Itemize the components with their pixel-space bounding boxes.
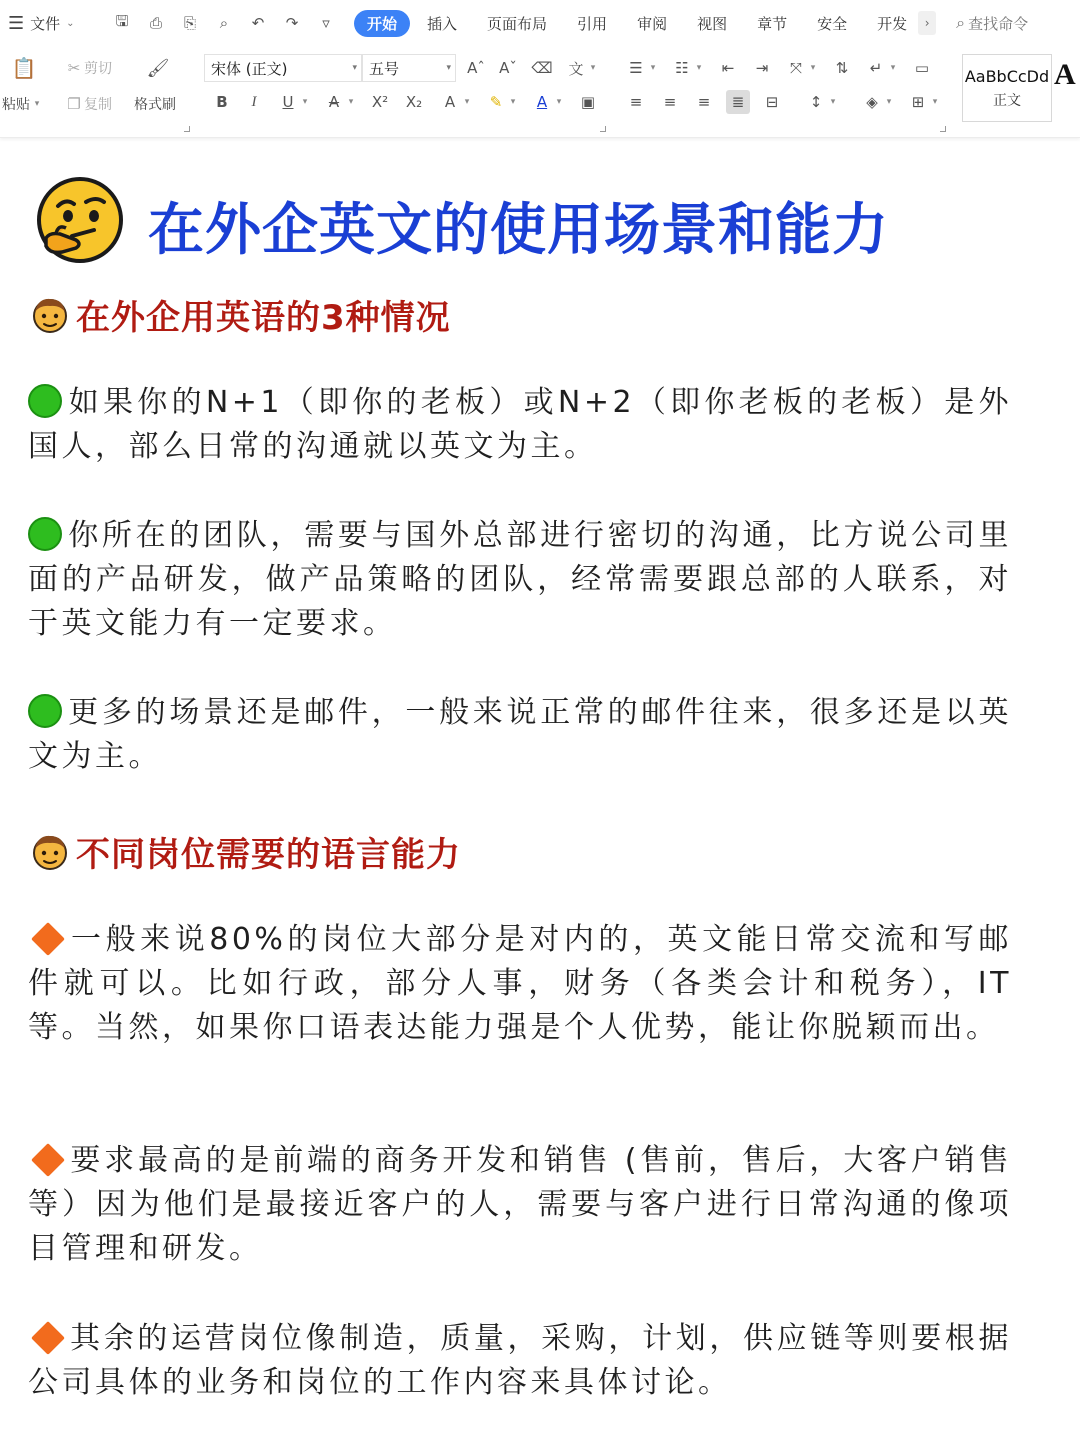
shading-icon[interactable]: ◈ ▾ — [866, 93, 892, 111]
paste-icon[interactable]: 📋 — [11, 56, 37, 80]
style-heading-preview[interactable]: A — [1054, 58, 1076, 91]
tab-developer[interactable]: 开发 — [877, 14, 908, 33]
chevron-down-icon: ⌄ — [66, 17, 75, 29]
align-right-icon[interactable]: ≡ — [697, 93, 711, 111]
document-page — [0, 140, 1080, 1440]
orange-diamond-icon — [31, 922, 65, 956]
highlight-icon[interactable]: ✎ ▾ — [489, 93, 516, 111]
find-command-label: 查找命令 — [968, 14, 1029, 33]
style-sample: AaBbCcDd — [964, 66, 1050, 86]
print-icon[interactable]: ⎘ — [183, 14, 196, 32]
page-title: 在外企英文的使用场景和能力 — [148, 198, 889, 263]
search-icon: ⌕ — [956, 13, 966, 32]
font-size-value: 五号 — [369, 59, 400, 78]
superscript-icon[interactable]: X² — [371, 93, 389, 111]
orange-diamond-icon — [31, 1143, 65, 1177]
style-name: 正文 — [993, 92, 1021, 109]
increase-indent-icon[interactable]: ⇥ — [755, 59, 769, 77]
chevron-down-icon: ▾ — [34, 99, 40, 109]
save-icon[interactable]: 🖫 — [115, 11, 129, 30]
paragraph-group-launcher[interactable] — [940, 126, 946, 132]
menu-bar — [0, 0, 1080, 46]
tab-review[interactable]: 审阅 — [637, 14, 668, 33]
grow-font-icon[interactable]: Aˆ — [467, 59, 485, 77]
align-left-icon[interactable]: ≡ — [629, 93, 643, 111]
bold-icon[interactable]: B — [216, 93, 228, 111]
print-preview-icon[interactable]: ⌕ — [219, 14, 229, 32]
file-menu-label: 文件 — [30, 14, 61, 33]
orange-diamond-icon — [31, 1321, 65, 1355]
character-border-icon[interactable]: ▣ — [580, 93, 596, 111]
show-marks-icon[interactable]: ↵ ▾ — [869, 59, 896, 77]
find-command-search[interactable] — [956, 13, 1028, 34]
align-center-icon[interactable]: ≡ — [663, 93, 677, 111]
decrease-indent-icon[interactable]: ⇤ — [721, 59, 735, 77]
section-heading-2 — [30, 827, 461, 876]
format-painter-label: 格式刷 — [134, 97, 176, 113]
tab-references[interactable]: 引用 — [577, 14, 608, 33]
tab-page-layout[interactable]: 页面布局 — [487, 14, 548, 33]
hamburger-icon: ☰ — [8, 12, 25, 34]
tab-insert[interactable]: 插入 — [427, 14, 458, 33]
ribbon-toolbar — [0, 46, 1080, 138]
list-item — [28, 918, 1012, 1050]
font-name-select[interactable] — [204, 54, 362, 82]
table-tools-icon[interactable]: ▭ — [914, 59, 930, 77]
customize-dropdown-icon[interactable]: ▿ — [322, 14, 330, 32]
file-menu[interactable] — [0, 13, 108, 34]
more-tabs-icon[interactable]: › — [918, 11, 936, 35]
chinese-layout-icon[interactable]: ⤧ ▾ — [789, 59, 816, 77]
phonetic-guide-icon[interactable]: 文 ▾ — [568, 59, 596, 78]
paste-label: 粘贴 — [2, 97, 30, 113]
green-circle-icon — [28, 694, 62, 728]
font-color-icon[interactable]: A ▾ — [536, 93, 562, 111]
list-item-text: 一般来说80%的岗位大部分是对内的，英文能日常交流和写邮件就可以。比如行政，部分人事，财务（各类会计和税务），IT等。当然，如果你口语表达能力强是个人优势，能让你脱颖而出。 — [28, 922, 1012, 1045]
section-heading-1-text: 在外企用英语的3种情况 — [76, 298, 451, 338]
list-item-text: 你所在的团队，需要与国外总部进行密切的沟通，比方说公司里面的产品研发，做产品策略的团队，经常需要跟总部的人联系，对于英文能力有一定要求。 — [28, 518, 1012, 641]
numbering-icon[interactable]: ☷ ▾ — [675, 59, 702, 77]
copy-label: 复制 — [84, 97, 112, 113]
list-item-text: 要求最高的是前端的商务开发和销售 (售前，售后，大客户销售等）因为他们是最接近客户的人，需要与客户进行日常沟通的像项目管理和研发。 — [28, 1143, 1012, 1266]
list-item — [28, 514, 1012, 646]
list-item-text: 其余的运营岗位像制造，质量，采购，计划，供应链等则要根据公司具体的业务和岗位的工作内容来具体讨论。 — [28, 1321, 1012, 1400]
justify-icon[interactable]: ≣ — [726, 90, 750, 114]
distributed-align-icon[interactable]: ⊟ — [765, 93, 779, 111]
section-heading-2-text: 不同岗位需要的语言能力 — [76, 835, 461, 875]
list-item — [28, 1317, 1012, 1405]
list-item — [28, 1139, 1012, 1271]
clipboard-group-launcher[interactable] — [184, 126, 190, 132]
green-circle-icon — [28, 384, 62, 418]
tab-chapter[interactable]: 章节 — [757, 14, 788, 33]
list-item-text: 如果你的N+1（即你的老板）或N+2（即你老板的老板）是外国人，部么日常的沟通就以英文为主。 — [28, 385, 1012, 464]
font-size-select[interactable] — [362, 54, 456, 82]
cut-button[interactable] — [64, 58, 112, 78]
list-item-text: 更多的场景还是邮件，一般来说正常的邮件往来，很多还是以英文为主。 — [28, 695, 1012, 774]
subscript-icon[interactable]: X₂ — [405, 93, 423, 111]
line-spacing-icon[interactable]: ↕ ▾ — [809, 93, 836, 111]
tab-security[interactable]: 安全 — [817, 14, 848, 33]
list-item — [28, 691, 1012, 779]
boy-face-icon — [30, 832, 70, 872]
chevron-down-icon: ▾ — [352, 63, 357, 73]
format-painter-button[interactable] — [134, 94, 176, 114]
font-group-launcher[interactable] — [600, 126, 606, 132]
shrink-font-icon[interactable]: Aˇ — [499, 59, 517, 77]
copy-button[interactable] — [64, 94, 112, 114]
tab-view[interactable]: 视图 — [697, 14, 728, 33]
font-name-value: 宋体 (正文) — [211, 59, 288, 78]
copy-icon: ❐ — [67, 95, 81, 113]
thinking-face-icon — [36, 176, 124, 264]
redo-icon[interactable]: ↷ — [285, 14, 299, 32]
clear-format-icon[interactable]: ⌫ — [531, 59, 553, 77]
section-heading-1 — [30, 290, 451, 339]
tab-start[interactable]: 开始 — [354, 10, 410, 37]
quick-access-toolbar — [112, 13, 336, 33]
sort-icon[interactable]: ⇅ — [835, 59, 849, 77]
green-circle-icon — [28, 517, 62, 551]
undo-icon[interactable]: ↶ — [251, 14, 265, 32]
cut-label: 剪切 — [84, 61, 112, 77]
format-painter-icon[interactable]: 🖌 — [146, 57, 170, 79]
underline-icon[interactable]: U ▾ — [282, 93, 308, 111]
text-effect-icon[interactable]: A ▾ — [444, 93, 470, 111]
boy-face-icon — [30, 295, 70, 335]
strikethrough-icon[interactable]: A ▾ — [328, 93, 354, 111]
bullets-icon[interactable]: ☰ ▾ — [629, 59, 656, 77]
ribbon-tabs — [354, 10, 936, 37]
borders-icon[interactable]: ⊞ ▾ — [911, 93, 938, 111]
italic-icon[interactable]: I — [251, 93, 257, 110]
list-item — [28, 381, 1012, 469]
export-pdf-icon[interactable]: ⎙ — [149, 14, 162, 32]
chevron-down-icon: ▾ — [446, 63, 451, 73]
paste-button[interactable] — [2, 94, 44, 114]
scissors-icon: ✂ — [67, 59, 81, 77]
style-normal[interactable] — [962, 54, 1052, 122]
